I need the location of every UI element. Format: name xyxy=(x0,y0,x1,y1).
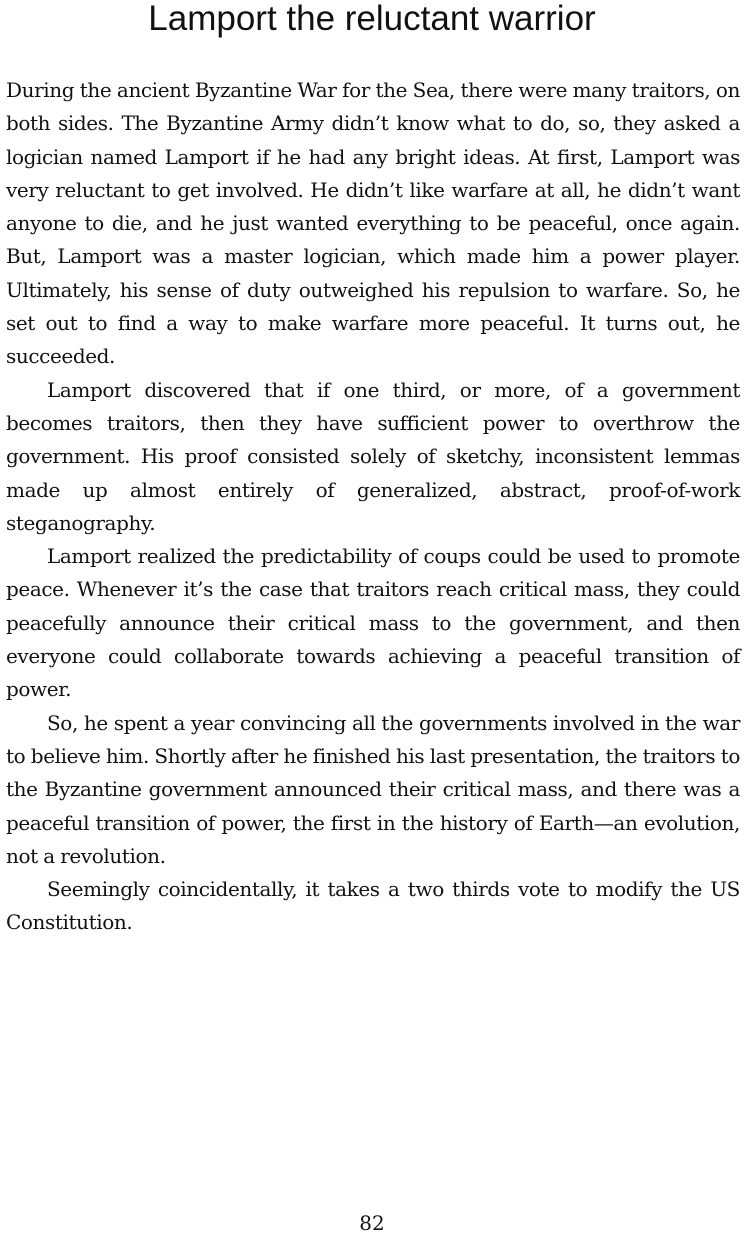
paragraph: Lamport realized the predictability of coups could be used to promote peace. Whenever it’s the case that traitors reach critical mass, they could peacefully announce their critical mass to the government, and then everyone could collaborate towards achieving a peaceful transition of power. xyxy=(6,544,740,702)
paragraph: Lamport discovered that if one third, or more, of a government becomes traitors, then they have sufficient power to overthrow the government. His proof consisted solely of sketchy, inconsistent lemmas made up almost entirely of generalized, abstract, proof-of-work steganography. xyxy=(6,377,740,535)
page-number: 82 xyxy=(359,1211,385,1235)
paragraph: Seemingly coincidentally, it takes a two thirds vote to modify the US Constitution. xyxy=(6,877,740,935)
paragraph: So, he spent a year convincing all the governments involved in the war to believe him. Shortly after he finished his last presentation, the traitors to the Byzantine government announced their critical mass, and there was a peaceful transition of power, the first in the history of Earth—an evolution, not a revolution. xyxy=(6,710,740,868)
body-text xyxy=(6,74,740,940)
paragraph: During the ancient Byzantine War for the Sea, there were many traitors, on both sides. The Byzantine Army didn’t know what to do, so, they asked a logician named Lamport if he had any bright ideas. At first, Lamport was very reluctant to get involved. He didn’t like warfare at all, he didn’t want anyone to die, and he just wanted everything to be peaceful, once again. But, Lamport was a master logician, which made him a power player. Ultimately, his sense of duty outweighed his repulsion to warfare. So, he set out to find a way to make warfare more peaceful. It turns out, he succeeded. xyxy=(6,78,740,369)
page-title: Lamport the reluctant warrior xyxy=(148,0,596,38)
